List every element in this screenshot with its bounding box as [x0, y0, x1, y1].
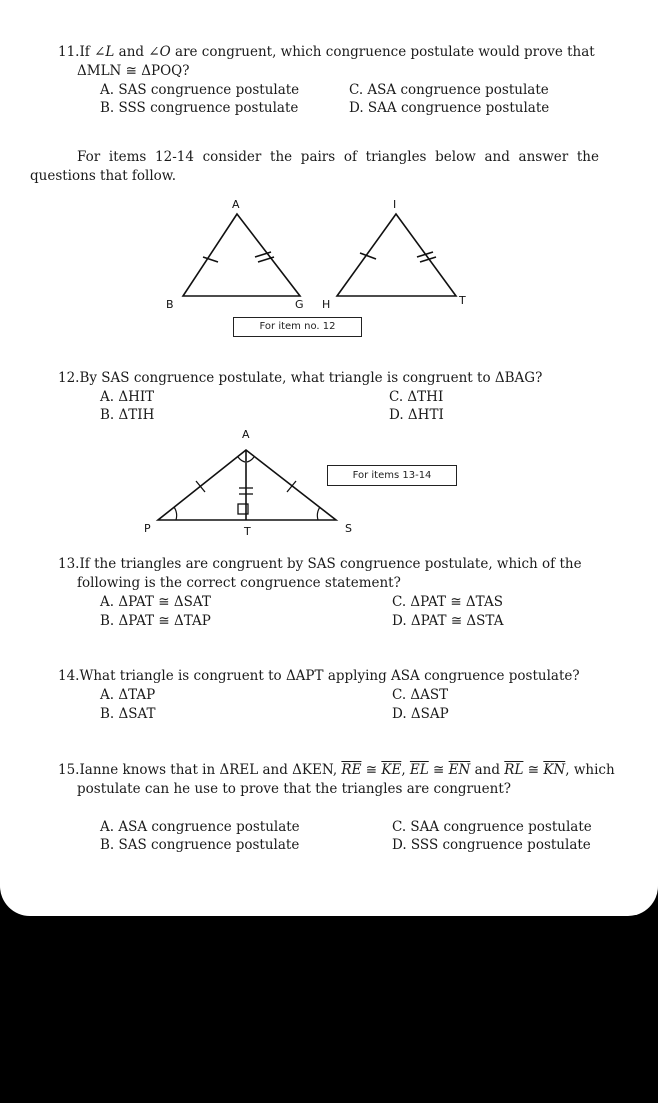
- q13-option-a[interactable]: A. ΔPAT ≅ ΔSAT: [100, 594, 211, 610]
- label-t: T: [459, 294, 466, 307]
- q14-stem: 14.What triangle is congruent to ΔAPT applying ASA congruence postulate?: [58, 668, 580, 684]
- q14-option-b[interactable]: B. ΔSAT: [100, 706, 156, 722]
- q12-option-b[interactable]: B. ΔTIH: [100, 407, 155, 423]
- q11-option-a[interactable]: A. SAS congruence postulate: [100, 82, 300, 98]
- q15-option-c[interactable]: C. SAA congruence postulate: [392, 819, 592, 835]
- q14-option-d[interactable]: D. ΔSAP: [392, 706, 449, 722]
- q14-option-a[interactable]: A. ΔTAP: [100, 687, 156, 703]
- q12-option-a[interactable]: A. ΔHIT: [100, 389, 155, 405]
- q11-stem-line1: 11.If ∠L and ∠O are congruent, which congruence postulate would prove that: [58, 44, 595, 60]
- angle-arc-p: [174, 507, 177, 520]
- triangle-pair-figure: [0, 190, 658, 320]
- label-g: G: [295, 298, 304, 311]
- q14-option-c[interactable]: C. ΔAST: [392, 687, 449, 703]
- angle-arc-s: [317, 507, 320, 520]
- q15-stem-line2: postulate can he use to prove that the triangles are congruent?: [77, 781, 512, 797]
- q15-option-d[interactable]: D. SSS congruence postulate: [392, 837, 591, 853]
- angle-arc-a-right: [247, 457, 254, 462]
- label-s: S: [345, 522, 352, 535]
- label-p: P: [144, 522, 151, 535]
- figure1-caption: For item no. 12: [233, 317, 362, 337]
- q11-option-c[interactable]: C. ASA congruence postulate: [349, 82, 549, 98]
- intro-line2: questions that follow.: [30, 168, 177, 184]
- triangle-hit: [337, 214, 456, 296]
- label-h: H: [322, 298, 331, 311]
- q12-option-d[interactable]: D. ΔHTI: [389, 407, 444, 423]
- label-i: I: [393, 198, 397, 211]
- q13-option-d[interactable]: D. ΔPAT ≅ ΔSTA: [392, 613, 504, 629]
- q11-option-d[interactable]: D. SAA congruence postulate: [349, 100, 550, 116]
- q15-stem-line1: 15.Ianne knows that in ΔREL and ΔKEN, $\overline{RE}$ ≅ $\overline{KE}$, $\overline{EL}$ ≅ $\overline{EN}$ and $\overline{RL}$ ≅ $\overline{KN}$, which: [58, 762, 615, 778]
- q13-option-b[interactable]: B. ΔPAT ≅ ΔTAP: [100, 613, 211, 629]
- q13-option-c[interactable]: C. ΔPAT ≅ ΔTAS: [392, 594, 503, 610]
- label-t2: T: [244, 525, 251, 538]
- q13-stem-line2: following is the correct congruence statement?: [77, 575, 401, 591]
- q11-option-b[interactable]: B. SSS congruence postulate: [100, 100, 299, 116]
- q15-option-a[interactable]: A. ASA congruence postulate: [100, 819, 300, 835]
- intro-line1: For items 12-14 consider the pairs of triangles below and answer the: [77, 149, 599, 165]
- tick-ap: [196, 481, 205, 492]
- angle-arc-a-left: [238, 457, 245, 462]
- q13-stem-line1: 13.If the triangles are congruent by SAS congruence postulate, which of the: [58, 556, 582, 572]
- label-b: B: [166, 298, 174, 311]
- triangle-pas: [158, 450, 336, 520]
- label-a2: A: [242, 428, 250, 441]
- q15-option-b[interactable]: B. SAS congruence postulate: [100, 837, 300, 853]
- label-a: A: [232, 198, 240, 211]
- q11-stem-line2: ΔMLN ≅ ΔPOQ?: [77, 63, 190, 79]
- q12-stem: 12.By SAS congruence postulate, what triangle is congruent to ΔBAG?: [58, 370, 543, 386]
- figure2-caption: For items 13-14: [327, 465, 457, 486]
- q12-option-c[interactable]: C. ΔTHI: [389, 389, 444, 405]
- triangle-bag: [183, 214, 300, 296]
